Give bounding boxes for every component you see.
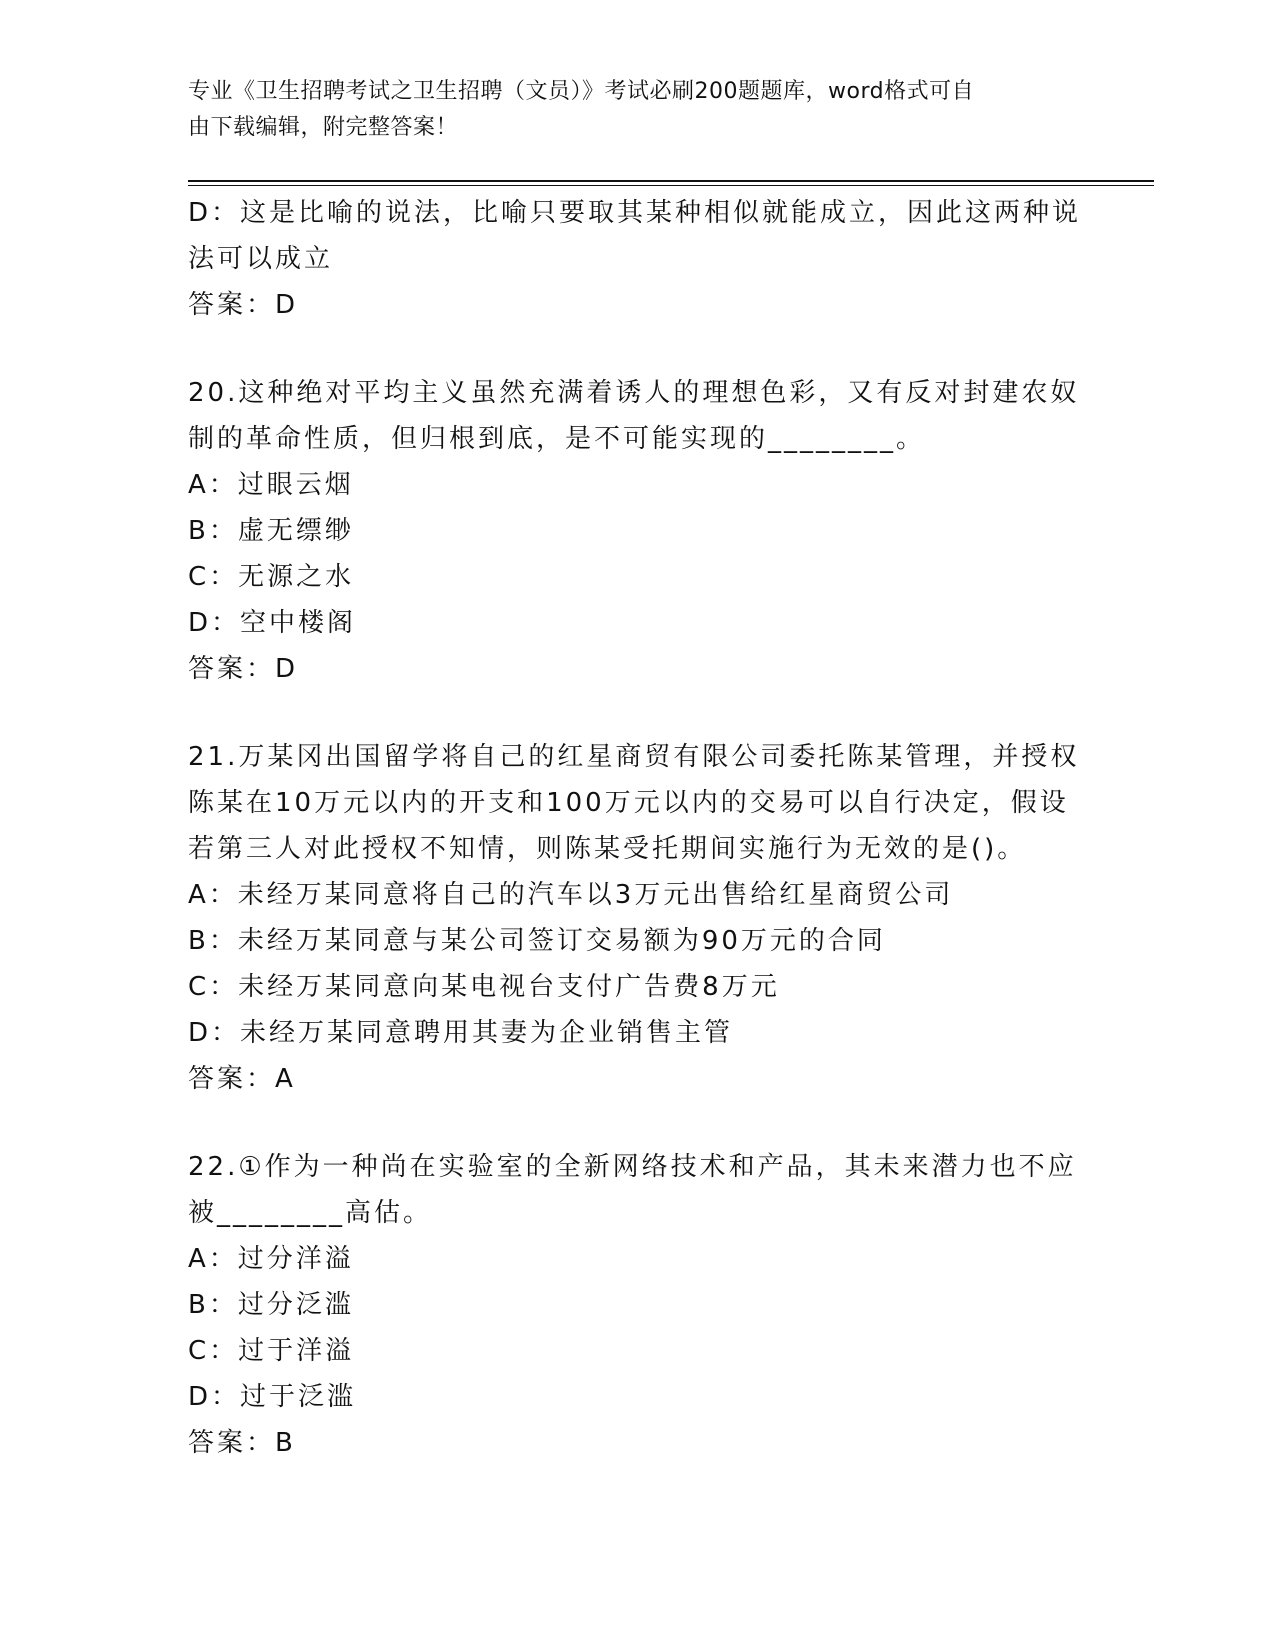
question-stem: 21.万某冈出国留学将自己的红星商贸有限公司委托陈某管理，并授权 — [188, 742, 1080, 772]
question-stem: 22.①作为一种尚在实验室的全新网络技术和产品，其未来潜力也不应 — [188, 1152, 1077, 1182]
option-b: B：虚无缥缈 — [188, 516, 354, 546]
question-block — [188, 1144, 1088, 1466]
question-block — [188, 734, 1088, 1102]
answer-line: 答案：A — [188, 1064, 296, 1094]
question-stem: 若第三人对此授权不知情，则陈某受托期间实施行为无效的是()。 — [188, 834, 1027, 864]
question-stem: 20.这种绝对平均主义虽然充满着诱人的理想色彩，又有反对封建农奴 — [188, 378, 1080, 408]
question-block — [188, 190, 1088, 328]
option-b: B：过分泛滥 — [188, 1290, 354, 1320]
answer-line: 答案：B — [188, 1428, 296, 1458]
option-d: D：过于泛滥 — [188, 1382, 357, 1412]
option-a: A：未经万某同意将自己的汽车以3万元出售给红星商贸公司 — [188, 880, 954, 910]
question-stem: 被________高估。 — [188, 1198, 433, 1228]
option-b: B：未经万某同意与某公司签订交易额为90万元的合同 — [188, 926, 886, 956]
option-d: D：空中楼阁 — [188, 608, 357, 638]
question-stem: 制的革命性质，但归根到底，是不可能实现的________。 — [188, 424, 926, 454]
question-stem: 陈某在10万元以内的开支和100万元以内的交易可以自行决定，假设 — [188, 788, 1069, 818]
option-line: 法可以成立 — [188, 244, 334, 274]
header-rule-thin — [188, 185, 1154, 186]
question-block — [188, 370, 1088, 692]
document-header — [188, 74, 1068, 146]
answer-line: 答案：D — [188, 654, 299, 684]
question-list — [188, 190, 1088, 1508]
option-a: A：过眼云烟 — [188, 470, 354, 500]
answer-line: 答案：D — [188, 290, 299, 320]
option-a: A：过分洋溢 — [188, 1244, 354, 1274]
header-line-1: 专业《卫生招聘考试之卫生招聘（文员）》考试必刷200题题库，word格式可自 — [188, 79, 975, 104]
option-c: C：无源之水 — [188, 562, 355, 592]
option-c: C：未经万某同意向某电视台支付广告费8万元 — [188, 972, 780, 1002]
header-rule-thick — [188, 180, 1154, 182]
option-line: D：这是比喻的说法，比喻只要取其某种相似就能成立，因此这两种说 — [188, 198, 1082, 228]
option-c: C：过于洋溢 — [188, 1336, 355, 1366]
option-d: D：未经万某同意聘用其妻为企业销售主管 — [188, 1018, 734, 1048]
header-line-2: 由下载编辑，附完整答案！ — [188, 115, 459, 140]
